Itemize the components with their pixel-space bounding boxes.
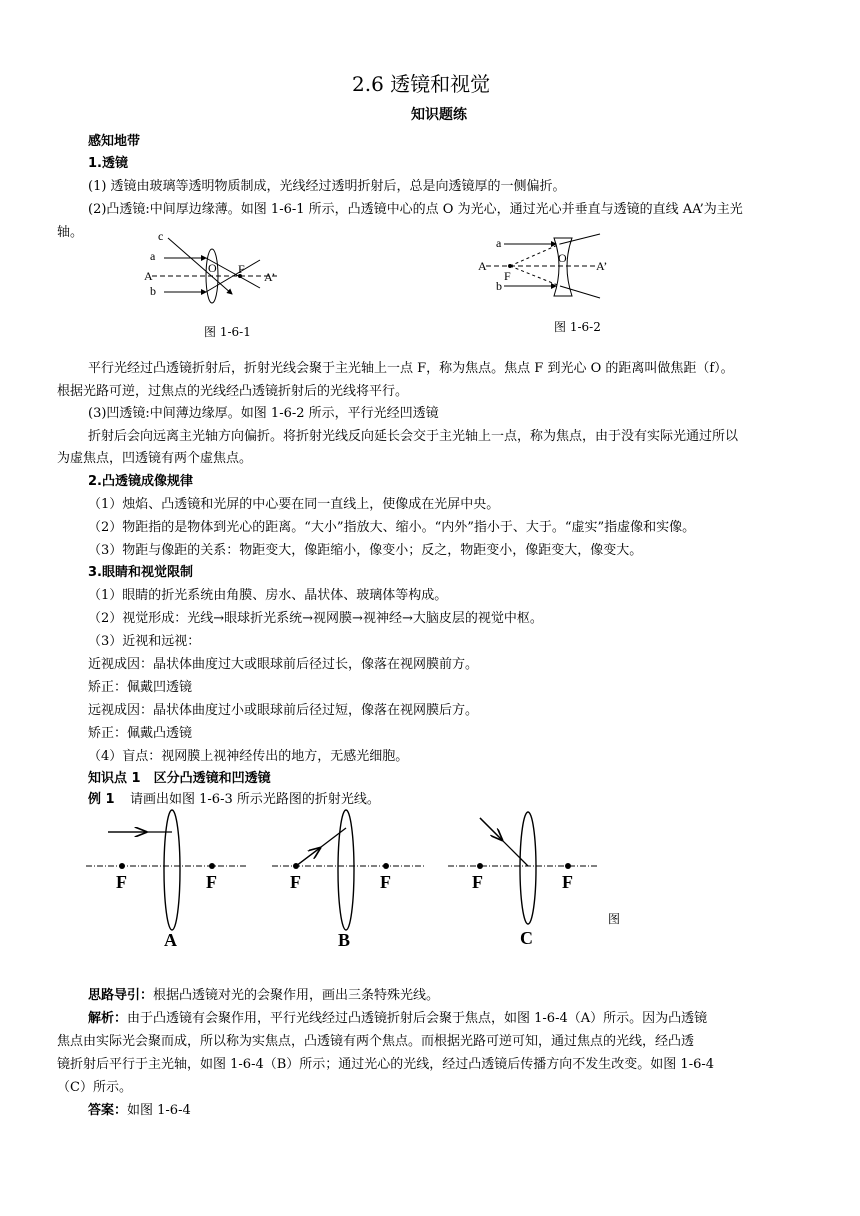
label-A-prime: A’ — [264, 270, 276, 284]
label-A: A — [144, 269, 153, 283]
figure-caption-1-6-2: 图 1-6-2 — [554, 320, 601, 334]
label-F: F — [238, 262, 245, 276]
answer-label: 答案： — [88, 1103, 128, 1118]
eye-myopia-fix: 矫正：佩戴凹透镜 — [88, 680, 193, 695]
label-b: b — [150, 284, 156, 298]
focus-C-left — [477, 863, 483, 869]
analysis-line-1 — [88, 1007, 707, 1026]
eye-item-2: （2）视觉形成：光线→眼球折光系统→视网膜→视神经→大脑皮层的视觉中枢。 — [88, 611, 543, 626]
virtual-focus-point — [508, 264, 512, 268]
focus-A-right — [209, 863, 215, 869]
para-concave: (3)凹透镜:中间薄边缘厚。如图 1-6-2 所示，平行光经凹透镜 — [88, 406, 439, 421]
label-O: O — [208, 261, 217, 275]
para-concave-2a: 折射后会向远离主光轴方向偏折。将折射光线反向延长会交于主光轴上一点，称为焦点，由于没有实际光通过所以 — [88, 429, 739, 444]
answer-text: 如图 1-6-4 — [127, 1103, 191, 1118]
figure-1-6-3 — [84, 806, 604, 956]
label-F-B1: F — [290, 872, 301, 892]
label-F-A1: F — [116, 872, 127, 892]
label-B: B — [338, 930, 351, 950]
label-F-B2: F — [380, 872, 391, 892]
analysis-label: 解析： — [88, 1011, 128, 1026]
section-heading: 感知地带 — [88, 134, 141, 149]
para-focus-a: 平行光经过凸透镜折射后，折射光线会聚于主光轴上一点 F，称为焦点。焦点 F 到光心 O 的距离叫做焦距（f）。 — [88, 361, 734, 376]
figure-caption-1-6-1: 图 1-6-1 — [204, 325, 251, 339]
ray-a-refracted — [560, 234, 600, 244]
para-convex-a: (2)凸透镜:中间厚边缘薄。如图 1-6-1 所示，凸透镜中心的点 O 为光心，通过光心并垂直与透镜的直线 AA’为主光 — [88, 202, 743, 217]
focus-A-left — [119, 863, 125, 869]
figure-caption-1-6-3: 图 — [608, 912, 621, 926]
label-F: F — [504, 269, 511, 283]
lens-C — [520, 812, 536, 924]
label-c: c — [158, 229, 164, 243]
guide-label: 思路导引： — [88, 988, 154, 1003]
analysis-text-3: 镜折射后平行于主光轴，如图 1-6-4（B）所示；通过光心的光线，经过凸透镜后传播方向不发生改变。如图 1-6-4 — [57, 1057, 715, 1072]
knowledge-point-heading: 知识点 1 区分凸透镜和凹透镜 — [88, 771, 271, 786]
para-convex-b: 轴。 — [57, 225, 84, 240]
label-A-prime: A’ — [596, 259, 608, 273]
label-A: A — [478, 259, 487, 273]
figure-1-6-2 — [476, 230, 626, 302]
virtual-extension-b — [510, 266, 560, 286]
example-label: 例 1 — [88, 792, 115, 807]
focus-B-left — [293, 863, 299, 869]
label-F-C1: F — [472, 872, 483, 892]
lens-A — [164, 810, 180, 930]
label-b: b — [496, 279, 502, 293]
imaging-item-3: （3）物距与像距的关系：物距变大，像距缩小，像变小；反之，物距变小，像距变大，像变大。 — [88, 543, 643, 558]
virtual-extension-a — [510, 244, 560, 266]
ray-c — [168, 238, 232, 294]
para-focus-b: 根据光路可逆，过焦点的光线经凸透镜折射后的光线将平行。 — [57, 384, 409, 399]
label-O: O — [558, 251, 567, 265]
label-A: A — [164, 930, 177, 950]
eye-item-1: （1）眼睛的折光系统由角膜、房水、晶状体、玻璃体等构成。 — [88, 588, 448, 603]
subheading-eye: 3.眼睛和视觉限制 — [88, 565, 193, 580]
subheading-imaging: 2.凸透镜成像规律 — [88, 474, 193, 489]
label-a: a — [496, 236, 502, 250]
eye-myopia: 近视成因：晶状体曲度过大或眼球前后径过长，像落在视网膜前方。 — [88, 657, 479, 672]
figure-1-6-1 — [140, 228, 290, 308]
label-a: a — [150, 249, 156, 263]
imaging-item-2: （2）物距指的是物体到光心的距离。“大小”指放大、缩小。“内外”指小于、大于。“虚实”指虚像和实像。 — [88, 520, 696, 535]
imaging-item-1: （1）烛焰、凸透镜和光屏的中心要在同一直线上，使像成在光屏中央。 — [88, 497, 500, 512]
para-concave-2b: 为虚焦点，凹透镜有两个虚焦点。 — [57, 451, 253, 466]
analysis-text-4: （C）所示。 — [57, 1080, 132, 1095]
guide-line — [88, 984, 439, 1003]
focus-C-right — [565, 863, 571, 869]
label-C: C — [520, 928, 533, 948]
eye-hyperopia: 远视成因：晶状体曲度过小或眼球前后径过短，像落在视网膜后方。 — [88, 703, 479, 718]
para-lens-1: (1) 透镜由玻璃等透明物质制成，光线经过透明折射后，总是向透镜厚的一侧偏折。 — [88, 179, 566, 194]
answer-line — [88, 1099, 191, 1118]
eye-hyperopia-fix: 矫正：佩戴凸透镜 — [88, 726, 193, 741]
subheading-lens: 1.透镜 — [88, 156, 128, 171]
analysis-text-1: 由于凸透镜有会聚作用，平行光线经过凸透镜折射后会聚于焦点，如图 1-6-4（A）所示。因为凸透镜 — [127, 1011, 708, 1026]
label-F-C2: F — [562, 872, 573, 892]
example-text: 请画出如图 1-6-3 所示光路图的折射光线。 — [130, 792, 380, 807]
label-F-A2: F — [206, 872, 217, 892]
eye-item-4: （4）盲点：视网膜上视神经传出的地方，无感光细胞。 — [88, 749, 409, 764]
focus-B-right — [383, 863, 389, 869]
page-title: 2.6 透镜和视觉 — [352, 72, 491, 96]
page-subtitle: 知识题练 — [411, 107, 467, 123]
analysis-text-2: 焦点由实际光会聚而成，所以称为实焦点，凸透镜有两个焦点。而根据光路可逆可知，通过焦点的光线，经凸透 — [57, 1034, 695, 1049]
eye-item-3: （3）近视和远视： — [88, 634, 201, 649]
guide-text: 根据凸透镜对光的会聚作用，画出三条特殊光线。 — [153, 988, 440, 1003]
